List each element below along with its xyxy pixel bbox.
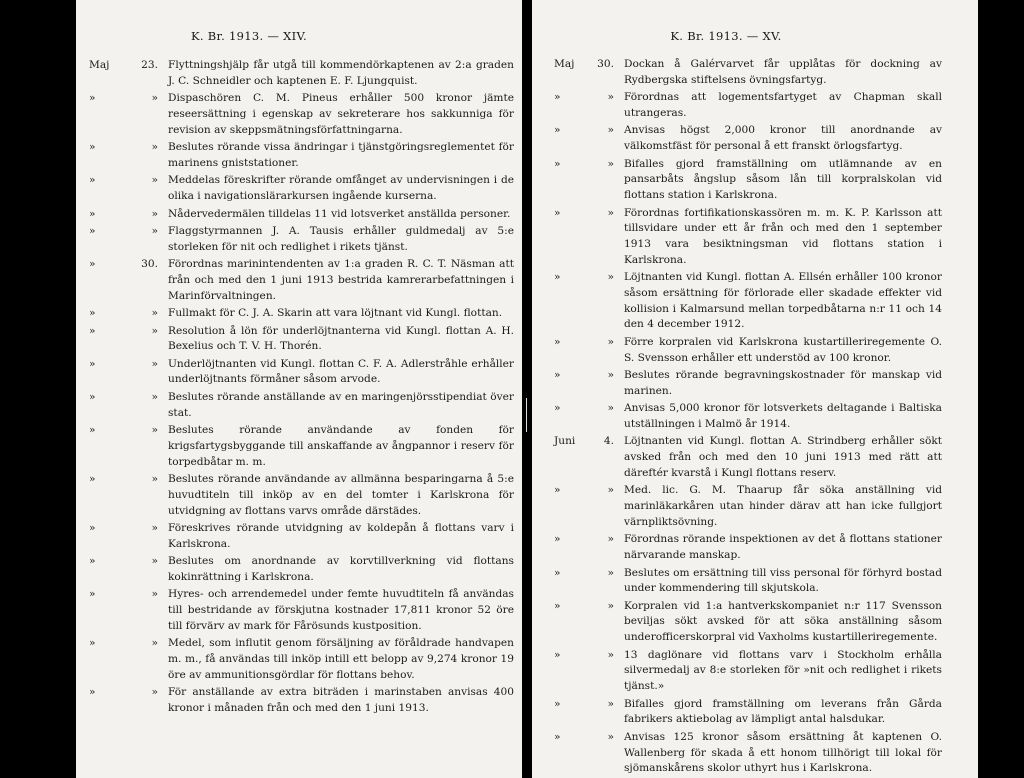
register-entry [532,532,978,564]
entry-day: » [151,207,158,220]
entry-month: » [89,588,96,601]
entry-text: Anvisas 125 kronor såsom ersättning åt kaptenen O. Wallenberg för skada å ett honom tillhörigt till lokal för sjömanskårens skolor uthyrt hus i Karlskrona. [624,730,942,775]
entry-month: » [89,258,96,271]
register-entry [76,685,522,717]
entry-text: Beslutes rörande användande av allmänna besparingarna å 5:e huvudtiteln till inköp av en del tomter i Karlskrona för utvidgning av flottans varvs område därstädes. [168,473,514,517]
entry-text: Beslutes rörande vissa ändringar i tjänstgöringsreglementet för marinens gniststationer. [168,141,514,169]
register-entry [76,91,522,138]
entry-month: » [554,402,561,415]
entry-text: Löjtnanten vid Kungl. flottan A. Strindberg erhåller sökt avsked från och med den 10 juni 1913 med rätt att däreftér kvarstå i Kungl flottans reserv. [624,435,942,479]
entry-text: Anvisas 5,000 kronor för lotsverkets deltagande i Baltiska utställningen i Malmö år 1914. [624,402,942,430]
entry-month: Maj [554,58,575,70]
entry-text: Fullmakt för C. J. A. Skarin att vara löjtnant vid Kungl. flottan. [168,307,503,320]
register-entry [76,423,522,470]
entry-day: 30. [597,58,614,70]
entry-month: » [554,206,561,219]
entry-day: » [151,307,158,320]
entry-day: » [151,588,158,601]
register-entry [532,270,978,333]
register-entry [76,587,522,634]
register-entry [76,306,522,322]
entry-day: » [607,533,614,546]
register-entry [532,697,978,729]
entry-day: » [607,91,614,104]
entry-text: Anvisas högst 2,000 kronor till anordnande av välkomstfäst för personal å ett franskt örlogsfartyg. [624,124,942,153]
entry-text: Beslutes rörande anställande av en maringenjörsstipendiat över stat. [168,390,514,419]
entry-day: » [607,484,614,497]
register-entry [532,123,978,155]
entry-month: » [554,533,561,546]
register-entry [76,207,522,223]
entry-day: 4. [603,435,614,448]
register-entry [76,224,522,256]
register-entry [532,206,978,269]
entry-month: » [89,207,96,220]
entry-day: 23. [141,59,158,71]
entry-text: Medel, som influtit genom försäljning av föråldrade handvapen m. m., få användas till inköp intill ett belopp av 9,274 kronor 19 öre av ammunitionsgördlar för flottans behov. [168,637,514,681]
entry-month: » [89,307,96,320]
entry-month: » [554,648,561,661]
entry-day: » [151,473,158,485]
entry-day: » [151,686,158,699]
entry-month: » [554,369,561,382]
entry-month: » [554,566,561,579]
entry-month: » [554,697,561,710]
entry-month: Juni [554,435,576,448]
register-entry [76,472,522,519]
entry-text: Dispaschören C. M. Pineus erhåller 500 kronor jämte reseersättning i egenskap av sekreterare hos sakkunniga för revision av skeppsmätningsförfattningarna. [168,92,514,136]
register-entry [532,335,978,367]
entry-day: » [151,224,158,237]
entry-month: » [89,92,96,105]
register-entry [76,257,522,304]
entry-text: Förordnas fortifikationskassören m. m. K. P. Karlsson att tillsvidare under ett år från och med den 1 september 1913 vara besiktningsman vid flottans station i Karlskrona. [624,206,942,266]
entry-text: Beslutes om anordnande av korvtillverkning vid flottans kokinrättning i Karlskrona. [168,555,514,583]
entry-day: » [151,390,158,403]
register-entry [76,357,522,389]
entry-text: Med. lic. G. M. Thaarup får söka anställning vid marinläkarkåren utan hinder därav att han icke fullgjort värnpliktsövning. [624,484,942,528]
register-entry [532,368,978,400]
entry-day: » [151,637,158,650]
register-entry [532,434,978,481]
entry-text: För anställande av extra biträden i marinstaben anvisas 400 kronor i månaden från och med den 1 juni 1913. [168,686,514,714]
entry-text: Löjtnanten vid Kungl. flottan A. Ellsén erhåller 100 kronor såsom ersättning för förlorade eller skadade effekter vid kollision i Kalmarsund mellan torpedbåtarna n:r 11 och 14 den 4 december 1912. [624,271,942,331]
entry-text: 13 daglönare vid flottans varv i Stockholm erhålla silvermedalj av 8:e storleken för »nit och redlighet i rikets tjänst.» [624,648,942,693]
entry-day: » [151,174,158,187]
entry-month: » [554,730,561,743]
entry-month: » [89,521,96,534]
entry-text: Förordnas rörande inspektionen av det å flottans stationer närvarande manskap. [624,533,942,562]
right-page-header: K. Br. 1913. — XV. [670,29,782,43]
entry-day: » [151,324,158,337]
register-entry [76,521,522,553]
register-entry [76,390,522,422]
entry-day: » [607,697,614,710]
right-page [532,0,978,778]
left-page-header: K. Br. 1913. — XIV. [190,29,307,43]
entry-text: Föreskrives rörande utvidgning av koldepån å flottans varv i Karlskrona. [168,521,514,550]
entry-text: Meddelas föreskrifter rörande omfånget av undervisningen i de olika i navigationslärarkursen ingående kurserna. [168,174,514,203]
register-entry [76,58,522,90]
entry-month: » [554,124,561,137]
entry-month: » [89,174,96,187]
entry-day: » [607,124,614,137]
entry-day: » [151,555,158,568]
register-entry [76,173,522,205]
register-entry [532,57,978,89]
entry-month: » [89,555,96,568]
entry-day: » [607,157,614,170]
register-entry [532,730,978,777]
entry-day: » [607,335,614,348]
entry-text: Flaggstyrmannen J. A. Tausis erhåller guldmedalj av 5:e storleken för nit och redlighet i rikets tjänst. [168,224,514,253]
register-entry [76,554,522,586]
entry-month: » [89,686,96,699]
entry-text: Förordnas att logementsfartyget av Chapman skall utrangeras. [624,91,942,119]
entry-day: » [151,424,158,437]
left-page [76,0,522,778]
entry-day: » [151,92,158,105]
entry-month: » [89,390,96,403]
register-entry [76,324,522,356]
entry-text: Bifalles gjord framställning om utlämnande av en pansarbåts ångslup såsom lån till korpralskolan vid flottans station i Karlskrona. [624,157,942,202]
entry-text: Resolution å lön för underlöjtnanterna vid Kungl. flottan A. H. Bexelius och T. V. H. Thorén. [168,324,514,353]
entry-day: » [151,141,158,154]
gutter-mark [526,398,527,432]
entry-text: Underlöjtnanten vid Kungl. flottan C. F. A. Adlerstråhle erhåller underlöjtnants förmåner såsom arvode. [168,357,514,386]
entry-text: Bifalles gjord framställning om leverans från Gårda fabrikers aktiebolag av lämpligt antal halsdukar. [624,697,942,726]
entry-text: Flyttningshjälp får utgå till kommendörkaptenen av 2:a graden J. C. Schneidler och kaptenen E. F. Ljungquist. [168,59,514,87]
entry-text: Förre korpralen vid Karlskrona kustartilleriregemente O. S. Svensson erhåller ett understöd av 100 kronor. [624,335,942,364]
entry-month: » [89,637,96,650]
entry-month: » [554,335,561,348]
entry-day: » [607,566,614,579]
register-entry [532,599,978,646]
entry-month: » [554,157,561,170]
entry-day: » [607,402,614,415]
entry-text: Beslutes om ersättning till viss personal för förhyrd bostad under kommendering till skjutskola. [624,566,942,595]
register-entry [532,648,978,695]
left-entry-list [76,58,522,718]
entry-month: » [89,357,96,370]
entry-text: Förordnas marinintendenten av 1:a graden R. C. T. Näsman att från och med den 1 juni 1913 bestrida kamrerarbefattningen i Marinförvaltningen. [168,258,514,302]
register-entry [532,401,978,433]
register-entry [76,636,522,683]
entry-day: » [151,521,158,534]
entry-month: » [89,224,96,237]
register-entry [532,483,978,530]
entry-day: 30. [141,258,158,271]
register-entry [76,140,522,172]
entry-month: Maj [89,59,110,71]
register-entry [532,157,978,204]
register-entry [532,90,978,122]
entry-month: » [554,271,561,284]
entry-month: » [554,599,561,612]
entry-day: » [607,648,614,661]
register-entry [532,566,978,598]
entry-text: Beslutes rörande användande av fonden för krigsfartygsbyggande till anskaffande av ångpannor i reserv för torpedbåtar m. m. [168,424,514,468]
entry-day: » [607,730,614,743]
entry-month: » [89,141,96,154]
entry-text: Hyres- och arrendemedel under femte huvudtiteln få användas till bestridande av förskjutna kostnader 17,811 kronor 52 öre till förvärv av mark för Fårösunds kustposition. [168,588,514,632]
entry-text: Nådervedermälen tilldelas 11 vid lotsverket anställda personer. [168,207,511,220]
entry-text: Beslutes rörande begravningskostnader för manskap vid marinen. [624,369,942,397]
entry-day: » [151,357,158,370]
entry-day: » [607,599,614,612]
entry-month: » [89,473,96,485]
entry-month: » [554,484,561,497]
entry-text: Korpralen vid 1:a hantverkskompaniet n:r 117 Svensson beviljas sökt avsked för att söka anställning såsom underofficerskorpral vid Vaxholms kustartilleriregemente. [624,599,942,644]
entry-month: » [554,91,561,104]
entry-day: » [607,369,614,382]
right-entry-list [532,57,978,778]
entry-text: Dockan å Galérvarvet får upplåtas för dockning av Rydbergska stiftelsens övningsfartyg. [624,58,942,86]
entry-day: » [607,206,614,219]
entry-day: » [607,271,614,284]
entry-month: » [89,324,96,337]
entry-month: » [89,424,96,437]
